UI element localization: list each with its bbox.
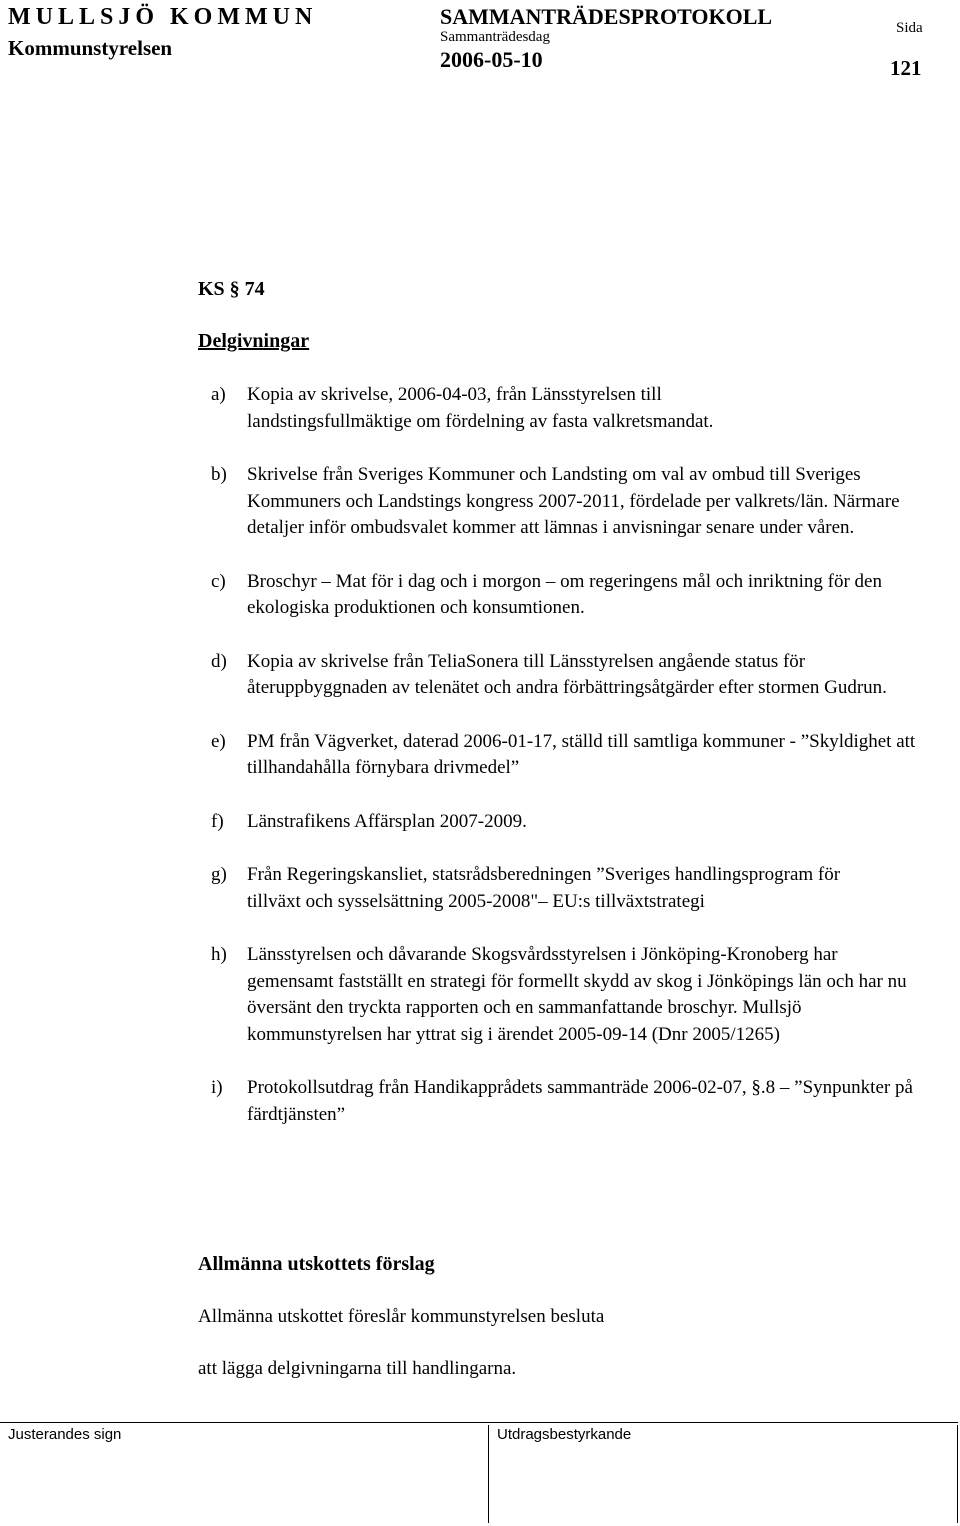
municipality-name: MULLSJÖ KOMMUN — [8, 4, 318, 30]
list-item — [211, 729, 931, 782]
proposal-heading: Allmänna utskottets förslag — [198, 1253, 435, 1275]
list-item — [211, 649, 931, 702]
list-item-marker: c) — [211, 570, 226, 592]
list-item-marker: e) — [211, 730, 226, 752]
list-item-marker: i) — [211, 1077, 223, 1098]
list-item — [211, 862, 931, 915]
date-label: Sammanträdesdag — [440, 29, 550, 45]
notice-list — [211, 382, 931, 1128]
list-item-marker: f) — [211, 810, 224, 832]
footer-divider — [0, 1422, 958, 1423]
list-item-text: Länsstyrelsen och dåvarande Skogsvårdsstyrelsen i Jönköping-Kronoberg har gemensamt fastställt en strategi för formellt skydd av skog i Jönköpings län och har nu översänt den tryckta rapporten och en sammanfattande broschyr. Mullsjö kommunstyrelsen har yttrat sig i ärendet 2005-09-14 (Dnr 2005/1265) — [247, 944, 907, 1045]
proposal-text: Allmänna utskottet föreslår kommunstyrelsen besluta — [198, 1306, 605, 1327]
decision-text: att lägga delgivningarna till handlingarna. — [198, 1358, 517, 1379]
list-item-marker: d) — [211, 650, 227, 672]
list-item-text: Skrivelse från Sveriges Kommuner och Landsting om val av ombud till Sveriges Kommuners och Landstings kongress 2007-2011, fördelade per valkrets/län. Närmare detaljer inför ombudsvalet kommer att lämnas i anvisningar senare under våren. — [247, 464, 900, 538]
list-item-text: Från Regeringskansliet, statsrådsberedningen ”Sveriges handlingsprogram för tillväxt och sysselsättning 2005-2008"– EU:s tillväxtstrategi — [247, 864, 841, 912]
document-type: SAMMANTRÄDESPROTOKOLL — [440, 4, 773, 29]
list-item-text: Kopia av skrivelse från TeliaSonera till Länsstyrelsen angående status för återuppbyggnaden av telenätet och andra förbättringsåtgärder efter stormen Gudrun. — [247, 650, 887, 698]
list-item — [211, 462, 931, 542]
page-number: 121 — [890, 56, 922, 80]
list-item-text: Länstrafikens Affärsplan 2007-2009. — [247, 810, 527, 832]
list-item-marker: a) — [211, 384, 226, 405]
list-item-text: Broschyr – Mat för i dag och i morgon – om regeringens mål och inriktning för den ekologiska produktionen och konsumtionen. — [247, 570, 882, 618]
page-label: Sida — [896, 20, 923, 36]
list-item — [211, 382, 931, 435]
section-id: KS § 74 — [198, 278, 265, 300]
list-item-text: PM från Vägverket, daterad 2006-01-17, ställd till samtliga kommuner - ”Skyldighet att tillhandahålla förnybara drivmedel” — [247, 730, 916, 778]
list-item-marker: b) — [211, 464, 227, 485]
list-item-text: Kopia av skrivelse, 2006-04-03, från Länsstyrelsen till landstingsfullmäktige om fördelning av fasta valkretsmandat. — [247, 384, 714, 432]
signature-label: Justerandes sign — [8, 1426, 122, 1443]
list-item-marker: g) — [211, 864, 227, 885]
meeting-date: 2006-05-10 — [440, 47, 543, 72]
list-item — [211, 1075, 931, 1128]
list-item — [211, 569, 931, 622]
certification-label: Utdragsbestyrkande — [497, 1426, 632, 1443]
board-name: Kommunstyrelsen — [8, 36, 173, 60]
list-item — [211, 809, 931, 836]
list-item-marker: h) — [211, 944, 227, 965]
list-item — [211, 942, 931, 1048]
section-title: Delgivningar — [198, 330, 310, 352]
list-item-text: Protokollsutdrag från Handikapprådets sammanträde 2006-02-07, §.8 – ”Synpunkter på färdtjänsten” — [247, 1077, 913, 1125]
